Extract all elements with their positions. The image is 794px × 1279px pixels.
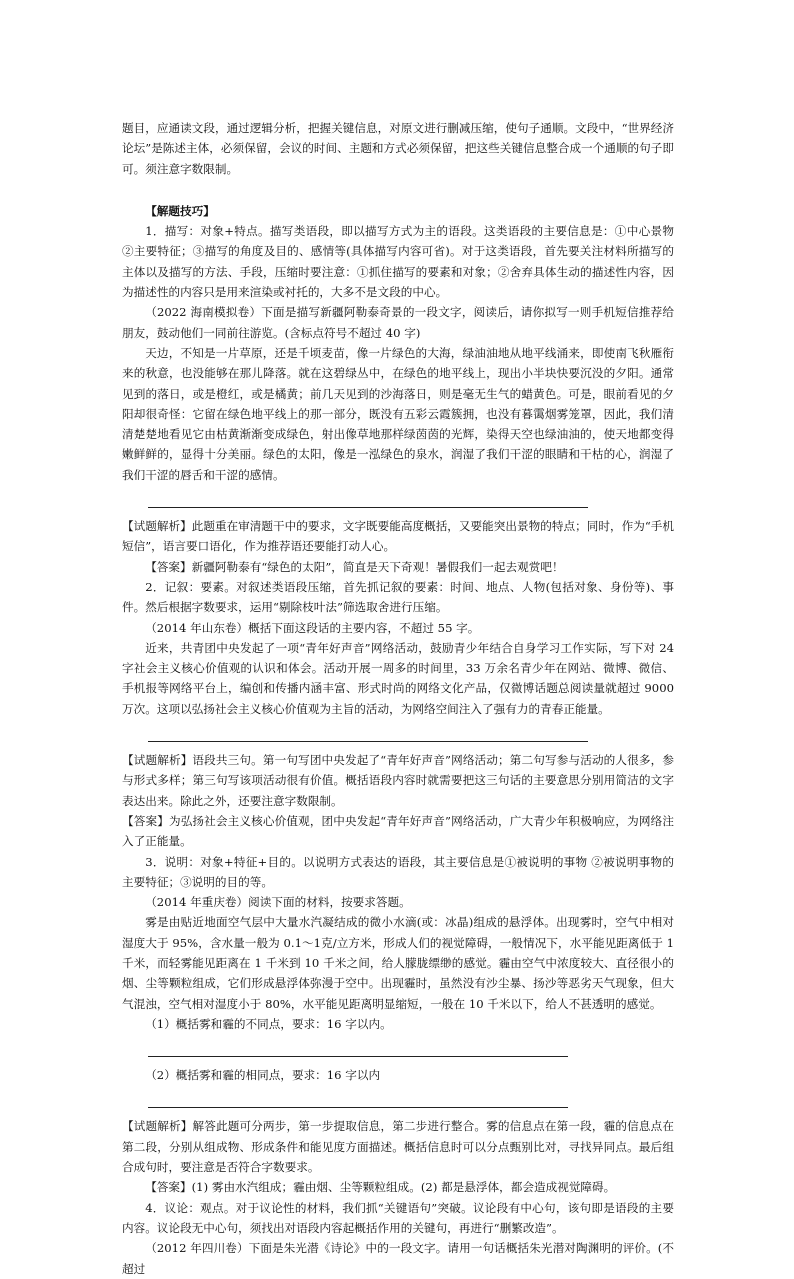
question-4-prompt: （2012 年四川卷）下面是朱光潜《诗论》中的一段文字。请用一句话概括朱光潜对陶渊明的评价。(不超过: [122, 1241, 674, 1276]
tip-argument-paragraph: 4．议论：观点。对于议论性的材料，我们抓“关键语句”突破。议论段有中心句，该句即是语段的主要内容。议论段无中心句，须找出对语段内容起概括作用的关键句，再进行“删繁改造”。: [122, 1200, 674, 1235]
question-3-passage: 雾是由贴近地面空气层中大量水汽凝结成的微小水滴(或：冰晶)组成的悬浮体。出现雾时，空气中相对湿度大于 95%，含水量一般为 0.1～1克/立方米，形成人们的视觉障碍，一般情况下，水平能见距离低于 1 千米，而轻雾能见距离在 1 千米到 10 千米之间，给人朦胧缥缈的感觉。霾由空气中浓度较大、直径很小的烟、尘等颗粒组成，它们形成悬浮体弥漫于空中。出现霾时，虽然没有沙尘暴、扬沙等恶劣天气现象，但大气混浊，空气相对湿度小于 80%，水平能见距离明显缩短，一般在 10 千米以下，给人不甚透明的感觉。: [122, 915, 674, 1011]
question-3-analysis: 【试题解析】解答此题可分两步，第一步提取信息，第二步进行整合。雾的信息点在第一段，霾的信息点在第二段，分别从组成物、形成条件和能见度方面描述。概括信息时可以分点甄别比对，寻找异同点。最后组合成句时，要注意是否符合字数要求。: [122, 1119, 674, 1175]
question-3-sub-1: （1）概括雾和霾的不同点，要求：16 字以内。: [145, 1016, 392, 1031]
document-body: [122, 118, 674, 1279]
question-2-prompt: （2014 年山东卷）概括下面这段话的主要内容，不超过 55 字。: [145, 620, 480, 635]
question-2-passage: 近来，共青团中央发起了一项“青年好声音”网络活动，鼓励青少年结合自身学习工作实际，写下对 24 字社会主义核心价值观的认识和体会。活动开展一周多的时间里，33 万余名青少年在网站、微博、微信、手机报等网络平台上，编创和传播内涵丰富、形式时尚的网络文化产品，仅微博话题总阅读量就超过 9000 万次。这项以弘扬社会主义核心价值观为主旨的活动，为网络空间注入了强有力的青春正能量。: [122, 640, 674, 716]
question-1-answer: 【答案】新疆阿勒泰有“绿色的太阳”，简直是天下奇观！暑假我们一起去观赏吧！: [145, 559, 564, 574]
answer-line: [148, 727, 588, 742]
question-3-answer: 【答案】(1) 雾由水汽组成；霾由烟、尘等颗粒组成。(2) 都是悬浮体，都会造成视觉障碍。: [145, 1180, 616, 1195]
tip-narrative-paragraph: 2．记叙：要素。对叙述类语段压缩，首先抓记叙的要素：时间、地点、人物(包括对象、身份等)、事件。然后根据字数要求，运用“剔除枝叶法”筛选取舍进行压缩。: [122, 579, 674, 615]
question-2-answer: 【答案】为弘扬社会主义核心价值观，团中央发起“青年好声音”网络活动，广大青少年积极响应，为网络注入了正能量。: [122, 813, 674, 849]
question-3-sub-2: （2）概括雾和霾的相同点，要求：16 字以内: [145, 1068, 381, 1083]
question-1-analysis: 【试题解析】此题重在审清题干中的要求，文字既要能高度概括，又要能突出景物的特点；同时，作为“手机短信”，语言要口语化，作为推荐语还要能打动人心。: [122, 519, 674, 554]
tip-exposition-paragraph: 3．说明：对象+特征+目的。以说明方式表达的语段，其主要信息是①被说明的事物 ②被说明事物的主要特征；③说明的目的等。: [122, 854, 674, 889]
answer-line: [148, 1042, 568, 1057]
intro-paragraph: 题目，应通读文段，通过逻辑分析，把握关键信息，对原文进行删减压缩，使句子通顺。文段中，“世界经济论坛”是陈述主体，必须保留，会议的时间、主题和方式必须保留，把这些关键信息整合成一个通顺的句子即可。须注意字数限制。: [122, 121, 674, 176]
question-1-passage: 天边，不知是一片草原，还是千顷麦苗，像一片绿色的大海，绿油油地从地平线涌来，即使南飞秋雁衔来的秋意，也没能够在那儿降落。就在这碧绿丛中，在绿色的地平线上，现出小半块快要沉没的夕阳。通常见到的落日，或是橙红，或是橘黄；前几天见到的沙海落日，则是毫无生气的蜡黄色。可是，眼前看见的夕阳却很奇怪：它留在绿色地平线上的那一部分，既没有五彩云霞簇拥，也没有暮霭烟雾笼罩，因此，我们清清楚楚地看见它由枯黄渐渐变成绿色，射出像草地那样绿茵茵的光辉，染得天空也绿油油的，使天地都变得嫩鲜鲜的，显得十分美丽。绿色的太阳，像是一泓绿色的泉水，润湿了我们干涩的眼睛和干枯的心，润湿了我们干涩的唇舌和干涩的感情。: [122, 345, 674, 482]
answer-line: [148, 493, 588, 508]
question-1-prompt: （2022 海南模拟卷）下面是描写新疆阿勒泰奇景的一段文字，阅读后，请你拟写一则手机短信推荐给朋友，鼓动他们一同前往游览。(含标点符号不超过 40 字): [122, 305, 674, 340]
answer-line: [148, 1093, 568, 1108]
question-2-analysis: 【试题解析】语段共三句。第一句写团中央发起了“青年好声音”网络活动；第二句写参与活动的人很多，参与形式多样；第三句写该项活动很有价值。概括语段内容时就需要把这三句话的主要意思分别用简洁的文字表达出来。除此之外，还要注意字数限制。: [122, 753, 674, 808]
tips-heading: 【解题技巧】: [145, 203, 215, 218]
question-3-prompt: （2014 年重庆卷）阅读下面的材料，按要求答题。: [145, 895, 411, 910]
tip-description-paragraph: 1．描写：对象+特点。描写类语段，即以描写方式为主的语段。这类语段的主要信息是：①中心景物 ②主要特征；③描写的角度及目的、感情等(具体描写内容可省)。对于这类语段，首先要关注材料所描写的主体以及描写的方法、手段，压缩时要注意：①抓住描写的要素和对象；②舍弃具体生动的描述性内容，因为描述性的内容只是用来渲染或衬托的，大多不是文段的中心。: [122, 224, 674, 300]
